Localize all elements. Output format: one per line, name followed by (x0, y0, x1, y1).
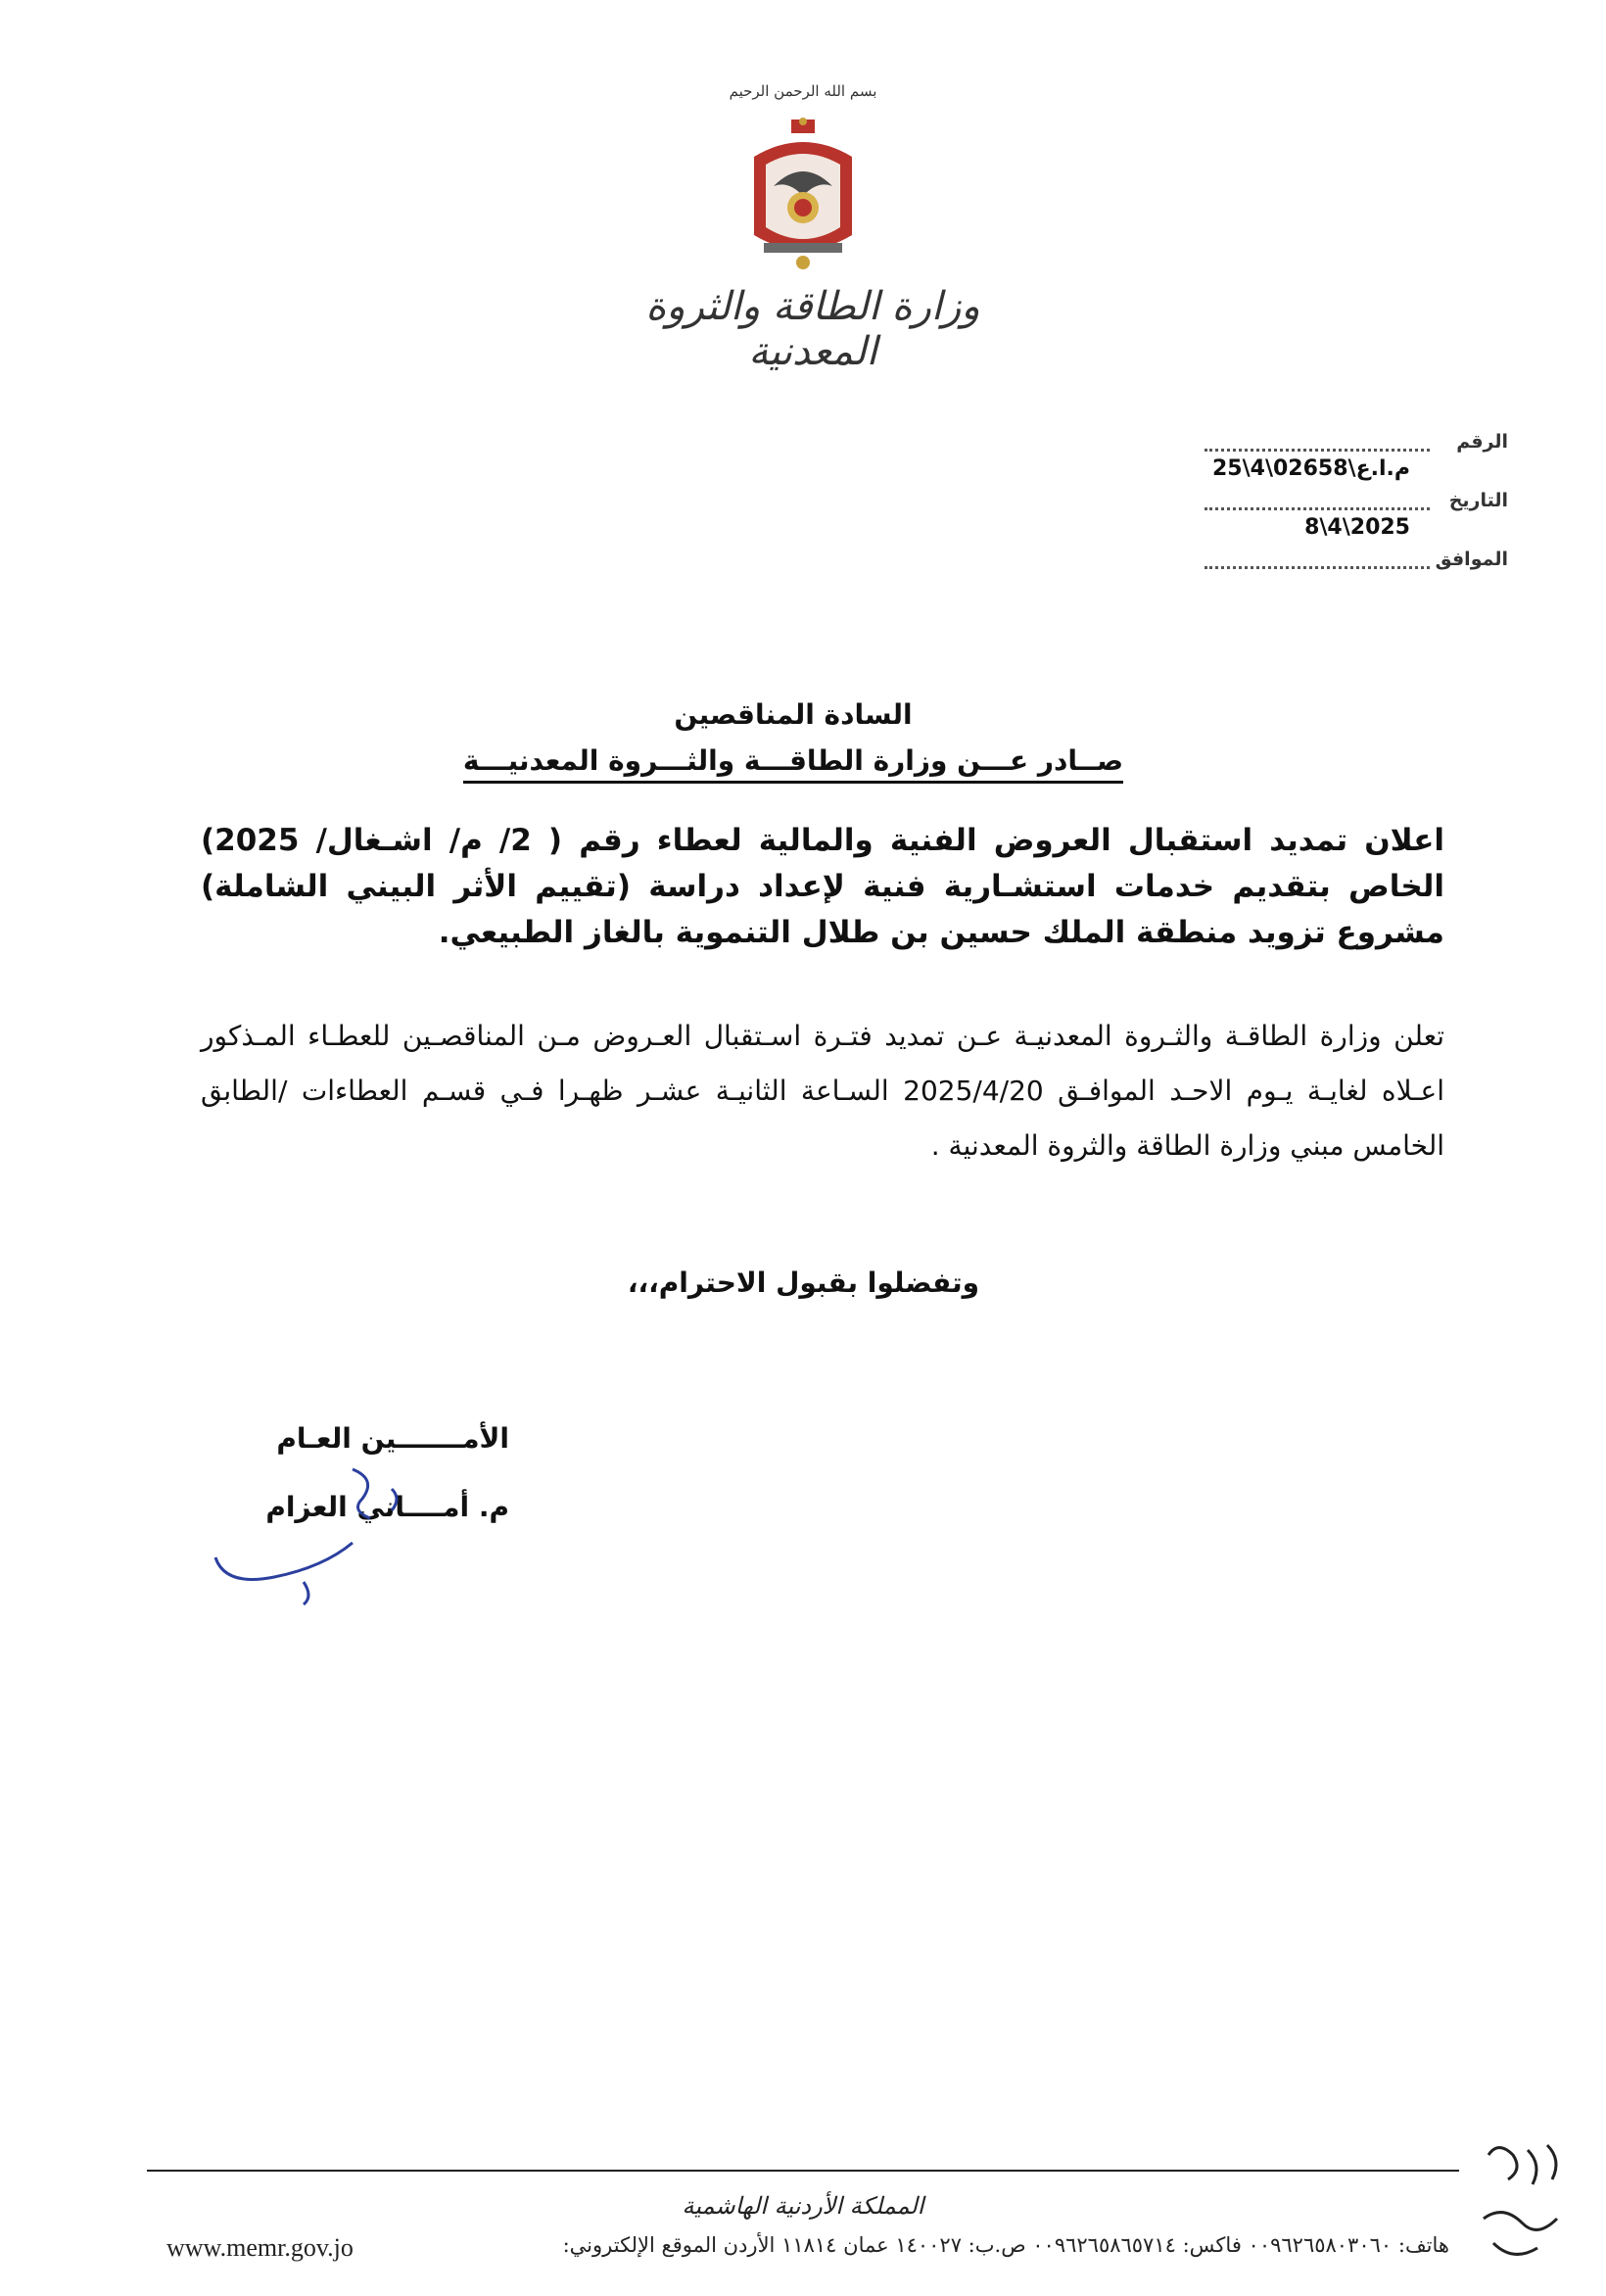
issuer-line (392, 744, 1195, 777)
reference-corresponding-row (1195, 549, 1508, 578)
dotted-line (1204, 449, 1430, 452)
issuer-text: صــادر عـــن وزارة الطاقـــة والثـــروة المعدنيـــة (463, 744, 1123, 784)
dotted-line (1204, 566, 1430, 569)
signatory-title: الأمـــــــين العـام (276, 1422, 509, 1455)
handwritten-signature (206, 1450, 421, 1606)
footer-contact (166, 2233, 1449, 2267)
footer-website-link[interactable]: www.memr.gov.jo (166, 2233, 354, 2262)
reference-date-label: التاريخ (1448, 490, 1508, 511)
addressee: السادة المناقصين (674, 698, 913, 731)
body-paragraph: تعلن وزارة الطاقـة والثـروة المعدنيـة عـن تمديد فتـرة اسـتقبال العـروض مـن المناقصـين للعطـاء المـذكور اعـلاه لغايـة يـوم الاحـد الموافـق 2025/4/20 السـاعة الثانيـة عشـر ظهـرا فـي قسـم العطاءات /الطابق الخامس مبني وزارة الطاقة والثروة المعدنية . (201, 1020, 1444, 1162)
reference-block (1195, 431, 1508, 578)
subject-paragraph: اعلان تمديد استقبال العروض الفنية والمالية لعطاء رقم ( 2/ م/ اشـغال/ 2025) الخاص بتقديم خدمات استشـارية فنية لإعداد دراسة (تقييم الأثر البيني الشاملة) مشروع تزويد منطقة الملك حسين بن طلال التنموية بالغاز الطبيعي. (201, 823, 1444, 950)
royal-coat-of-arms-icon (744, 118, 862, 274)
reference-number-value-row (1195, 456, 1508, 490)
signatory-name: م. أمــــاني العزام (265, 1491, 509, 1523)
handwritten-margin-note (1469, 2135, 1577, 2282)
dotted-line (1204, 507, 1430, 510)
closing-line: وتفضلوا بقبول الاحترام،،، (627, 1267, 979, 1299)
reference-corresponding-label: الموافق (1435, 549, 1508, 570)
reference-date-value-row (1195, 515, 1508, 549)
reference-date-value: 8\4\2025 (1304, 515, 1410, 540)
footer-kingdom-logo: المملكة الأردنية الهاشمية (682, 2192, 924, 2220)
reference-number-value: م.ا.ع\02658\4\25 (1211, 456, 1410, 481)
basmala: بسم الله الرحمن الرحيم (729, 82, 877, 100)
ministry-name-logo: وزارة الطاقة والثروة المعدنية (645, 284, 980, 374)
footer-divider (147, 2170, 1459, 2172)
reference-number-label: الرقم (1456, 431, 1508, 453)
footer-contact-info: هاتف: ٠٠٩٦٢٦٥٨٠٣٠٦٠ فاكس: ٠٠٩٦٢٦٥٨٦٥٧١٤ ص.ب: ١٤٠٠٢٧ عمان ١١٨١٤ الأردن الموقع الإلكتروني: (562, 2233, 1449, 2257)
